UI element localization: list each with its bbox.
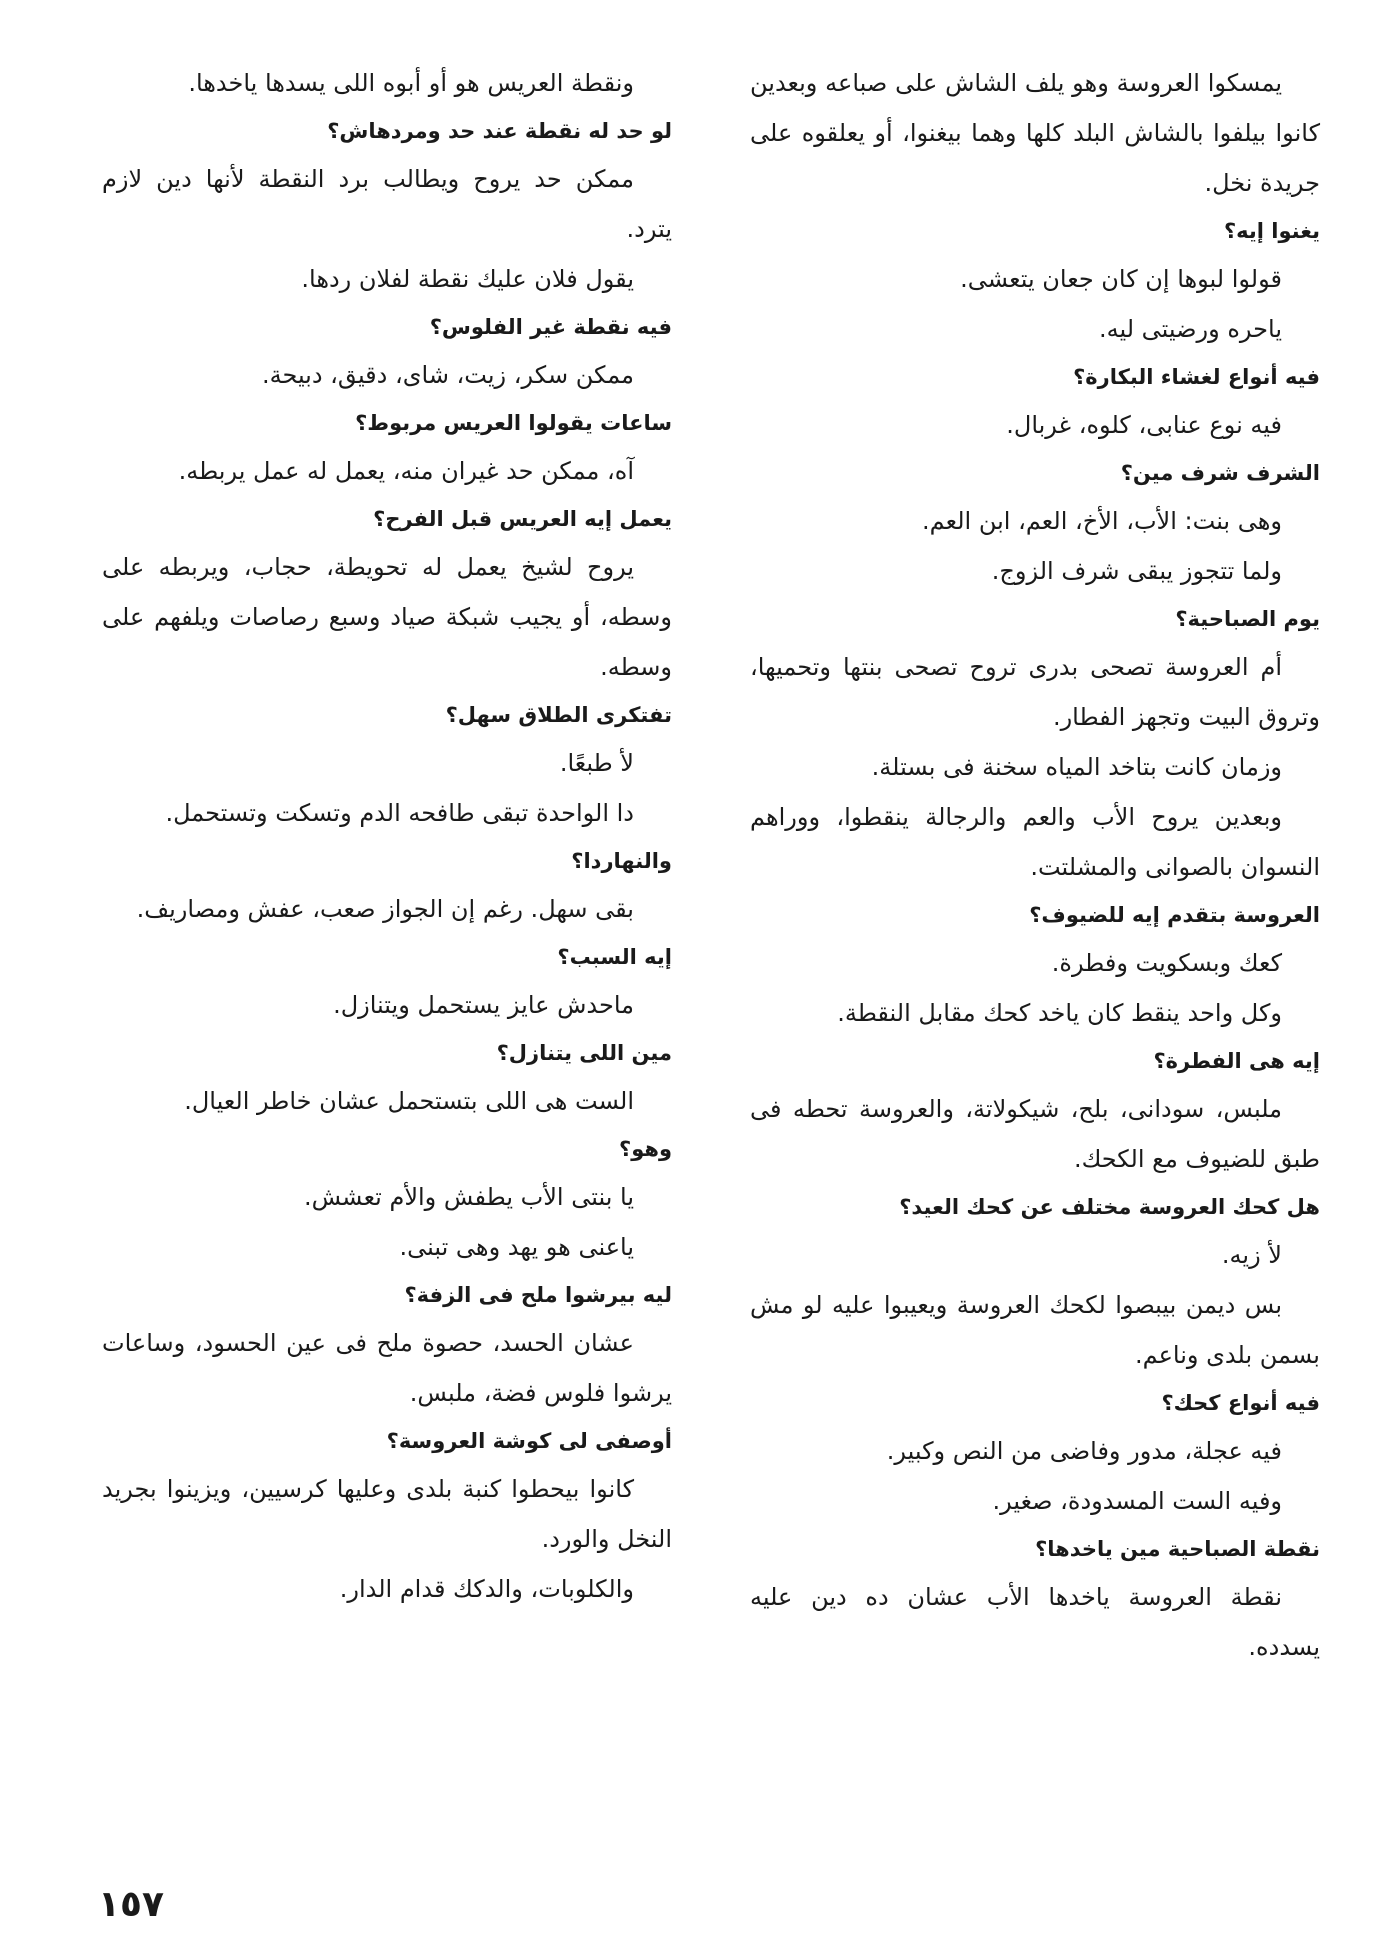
question-heading: الشرف شرف مين؟ <box>1120 461 1320 485</box>
answer-paragraph: يا بنتى الأب يطفش والأم تعشش. <box>303 1183 634 1211</box>
question-heading: لو حد له نقطة عند حد ومردهاش؟ <box>327 119 672 143</box>
answer-paragraph: يمسكوا العروسة وهو يلف الشاش على صباعه وبعدين كانوا بيلفوا بالشاش البلد كلها وهما بيغنوا، أو يعلقوه على جريدة نخل. <box>750 69 1320 197</box>
question-heading: مين اللى يتنازل؟ <box>496 1041 672 1065</box>
right-column <box>750 58 1320 1672</box>
question-heading: فيه نقطة غير الفلوس؟ <box>429 315 672 339</box>
answer-paragraph: ملبس، سودانى، بلح، شيكولاتة، والعروسة تحطه فى طبق للضيوف مع الكحك. <box>750 1095 1320 1173</box>
question-heading: العروسة بتقدم إيه للضيوف؟ <box>1029 903 1320 927</box>
answer-paragraph: أم العروسة تصحى بدرى تروح تصحى بنتها وتحميها، وتروق البيت وتجهز الفطار. <box>750 653 1320 731</box>
answer-paragraph: يقول فلان عليك نقطة لفلان ردها. <box>301 265 634 293</box>
question-heading: فيه أنواع لغشاء البكارة؟ <box>1073 365 1320 389</box>
answer-paragraph: وهى بنت: الأب، الأخ، العم، ابن العم. <box>922 507 1282 535</box>
answer-paragraph: دا الواحدة تبقى طافحه الدم وتسكت وتستحمل. <box>165 799 634 827</box>
answer-paragraph: عشان الحسد، حصوة ملح فى عين الحسود، وساعات يرشوا فلوس فضة، ملبس. <box>102 1329 672 1407</box>
question-heading: نقطة الصباحية مين ياخدها؟ <box>1035 1537 1320 1561</box>
answer-paragraph: الست هى اللى بتستحمل عشان خاطر العيال. <box>184 1087 634 1115</box>
answer-paragraph: قولوا لبوها إن كان جعان يتعشى. <box>960 265 1282 293</box>
question-heading: تفتكرى الطلاق سهل؟ <box>445 703 672 727</box>
answer-paragraph: كانوا بيحطوا كنبة بلدى وعليها كرسيين، ويزينوا بجريد النخل والورد. <box>102 1475 672 1553</box>
question-heading: يوم الصباحية؟ <box>1175 607 1320 631</box>
answer-paragraph: ياعنى هو يهد وهى تبنى. <box>399 1233 634 1261</box>
question-heading: يغنوا إيه؟ <box>1224 219 1320 243</box>
answer-paragraph: ماحدش عايز يستحمل ويتنازل. <box>333 991 634 1019</box>
answer-paragraph: وكل واحد ينقط كان ياخد كحك مقابل النقطة. <box>837 999 1282 1027</box>
answer-paragraph: وفيه الست المسدودة، صغير. <box>992 1487 1282 1515</box>
answer-paragraph: آه، ممكن حد غيران منه، يعمل له عمل يربطه. <box>178 457 634 485</box>
answer-paragraph: ممكن سكر، زيت، شاى، دقيق، دبيحة. <box>261 361 634 389</box>
question-heading: وهو؟ <box>619 1137 672 1161</box>
answer-paragraph: بقى سهل. رغم إن الجواز صعب، عفش ومصاريف. <box>136 895 634 923</box>
answer-paragraph: بس ديمن بيبصوا لكحك العروسة ويعيبوا عليه لو مش بسمن بلدى وناعم. <box>750 1291 1320 1369</box>
answer-paragraph: فيه عجلة، مدور وفاضى من النص وكبير. <box>886 1437 1282 1465</box>
question-heading: إيه السبب؟ <box>557 945 672 969</box>
answer-paragraph: يروح لشيخ يعمل له تحويطة، حجاب، ويربطه على وسطه، أو يجيب شبكة صياد وسبع رصاصات ويلفهم على وسطه. <box>102 553 672 681</box>
question-heading: والنهاردا؟ <box>571 849 672 873</box>
question-heading: هل كحك العروسة مختلف عن كحك العيد؟ <box>899 1195 1320 1219</box>
question-heading: إيه هى الفطرة؟ <box>1153 1049 1320 1073</box>
answer-paragraph: فيه نوع عنابى، كلوه، غربال. <box>1006 411 1282 439</box>
question-heading: فيه أنواع كحك؟ <box>1161 1391 1320 1415</box>
answer-paragraph: لأ طبعًا. <box>559 749 634 777</box>
answer-paragraph: ممكن حد يروح ويطالب برد النقطة لأنها دين لازم يترد. <box>102 165 672 243</box>
question-heading: يعمل إيه العريس قبل الفرح؟ <box>373 507 672 531</box>
question-heading: ساعات يقولوا العريس مربوط؟ <box>355 411 672 435</box>
question-heading: أوصفى لى كوشة العروسة؟ <box>386 1429 672 1453</box>
answer-paragraph: كعك وبسكويت وفطرة. <box>1051 949 1282 977</box>
answer-paragraph: وبعدين يروح الأب والعم والرجالة ينقطوا، ووراهم النسوان بالصوانى والمشلتت. <box>750 803 1320 881</box>
question-heading: ليه بيرشوا ملح فى الزفة؟ <box>404 1283 672 1307</box>
answer-paragraph: ولما تتجوز يبقى شرف الزوج. <box>991 557 1282 585</box>
answer-paragraph: ونقطة العريس هو أو أبوه اللى يسدها ياخدها. <box>188 69 634 97</box>
answer-paragraph: ياحره ورضيتى ليه. <box>1099 315 1282 343</box>
answer-paragraph: وزمان كانت بتاخد المياه سخنة فى بستلة. <box>871 753 1282 781</box>
answer-paragraph: لأ زيه. <box>1221 1241 1282 1269</box>
page-number: ١٥٧ <box>98 1884 164 1925</box>
answer-paragraph: نقطة العروسة ياخدها الأب عشان ده دين عليه يسدده. <box>750 1583 1320 1661</box>
left-column <box>102 58 672 1614</box>
answer-paragraph: والكلوبات، والدكك قدام الدار. <box>339 1575 634 1603</box>
